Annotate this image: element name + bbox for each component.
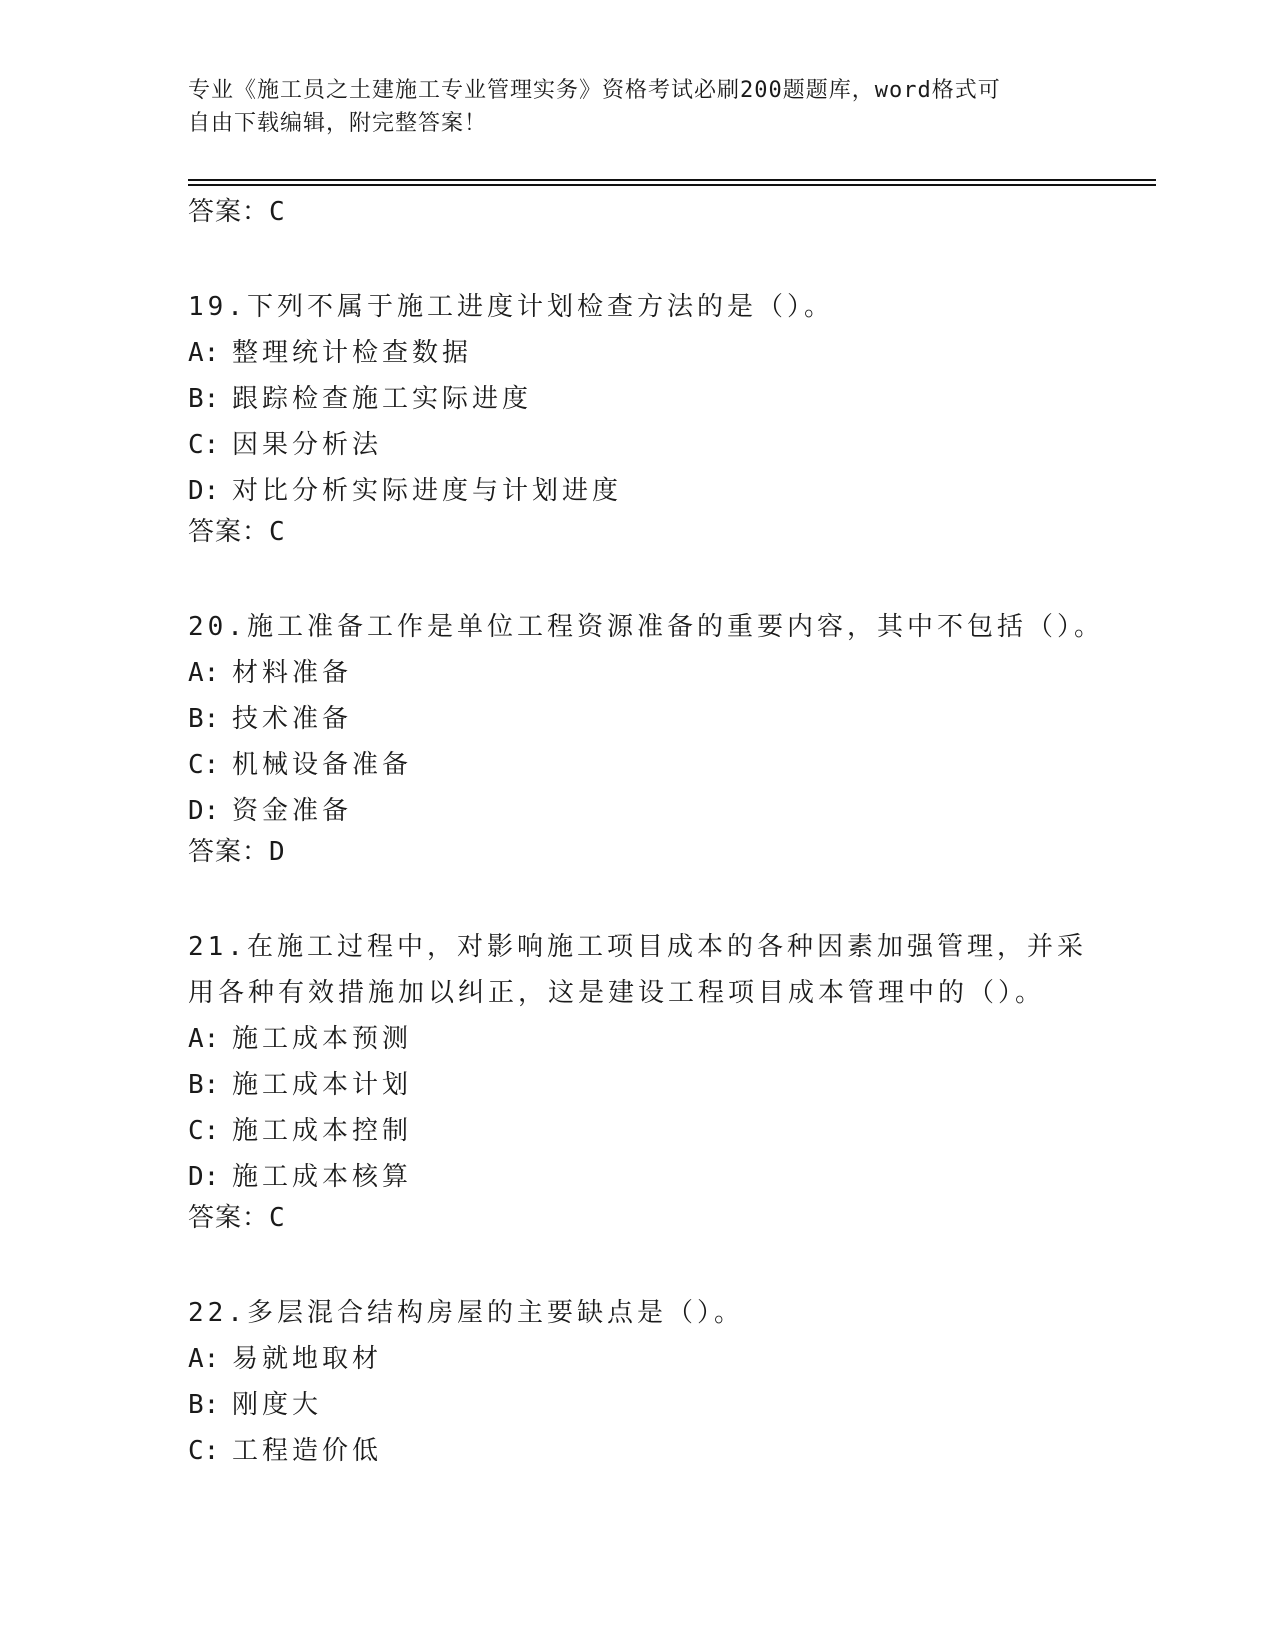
- option-c: [188, 1428, 1108, 1474]
- option-key: B:: [188, 1070, 220, 1100]
- header-rule-bottom: [188, 184, 1156, 186]
- question-content: [188, 194, 1108, 1474]
- question-stem: 20.施工准备工作是单位工程资源准备的重要内容，其中不包括（）。: [188, 612, 1104, 642]
- question-21: [188, 924, 1108, 1236]
- document-header: [188, 74, 1088, 140]
- question-22: [188, 1290, 1108, 1474]
- option-b: [188, 1062, 1108, 1108]
- option-b: [188, 376, 1108, 422]
- answer: 答案：D: [188, 837, 286, 867]
- option-key: B:: [188, 1390, 220, 1420]
- option-text: 施工成本计划: [232, 1070, 413, 1100]
- option-key: A:: [188, 1344, 220, 1374]
- question-stem: 19.下列不属于施工进度计划检查方法的是（）。: [188, 292, 834, 322]
- header-rule-top: [188, 179, 1156, 181]
- header-line-2: 自由下载编辑，附完整答案！: [188, 111, 488, 136]
- previous-answer: 答案：C: [188, 197, 286, 227]
- question-19: [188, 284, 1108, 550]
- answer: 答案：C: [188, 1203, 286, 1233]
- option-key: B:: [188, 704, 220, 734]
- option-text: 材料准备: [232, 658, 353, 688]
- option-text: 资金准备: [232, 796, 353, 826]
- option-key: D:: [188, 796, 220, 826]
- option-key: C:: [188, 750, 220, 780]
- option-c: [188, 1108, 1108, 1154]
- option-b: [188, 696, 1108, 742]
- option-text: 施工成本核算: [232, 1162, 413, 1192]
- option-key: A:: [188, 338, 220, 368]
- option-text: 跟踪检查施工实际进度: [232, 384, 533, 414]
- option-d: [188, 468, 1108, 514]
- option-text: 技术准备: [232, 704, 353, 734]
- header-line-1: 专业《施工员之土建施工专业管理实务》资格考试必刷200题题库，word格式可: [188, 78, 1001, 103]
- option-a: [188, 650, 1108, 696]
- answer: 答案：C: [188, 517, 286, 547]
- option-c: [188, 742, 1108, 788]
- option-key: C:: [188, 430, 220, 460]
- option-key: A:: [188, 1024, 220, 1054]
- question-20: [188, 604, 1108, 870]
- option-b: [188, 1382, 1108, 1428]
- option-a: [188, 330, 1108, 376]
- option-text: 施工成本预测: [232, 1024, 413, 1054]
- option-key: C:: [188, 1436, 220, 1466]
- option-a: [188, 1016, 1108, 1062]
- question-stem: 21.在施工过程中，对影响施工项目成本的各种因素加强管理，并采用各种有效措施加以纠正，这是建设工程项目成本管理中的（）。: [188, 932, 1087, 1008]
- option-key: A:: [188, 658, 220, 688]
- option-text: 机械设备准备: [232, 750, 413, 780]
- option-text: 易就地取材: [232, 1344, 383, 1374]
- option-key: C:: [188, 1116, 220, 1146]
- option-key: D:: [188, 1162, 220, 1192]
- option-key: B:: [188, 384, 220, 414]
- option-text: 刚度大: [232, 1390, 323, 1420]
- option-d: [188, 788, 1108, 834]
- option-text: 施工成本控制: [232, 1116, 413, 1146]
- option-text: 因果分析法: [232, 430, 383, 460]
- option-text: 对比分析实际进度与计划进度: [232, 476, 623, 506]
- option-text: 整理统计检查数据: [232, 338, 473, 368]
- option-a: [188, 1336, 1108, 1382]
- option-c: [188, 422, 1108, 468]
- option-key: D:: [188, 476, 220, 506]
- question-stem: 22.多层混合结构房屋的主要缺点是（）。: [188, 1298, 744, 1328]
- option-text: 工程造价低: [232, 1436, 383, 1466]
- option-d: [188, 1154, 1108, 1200]
